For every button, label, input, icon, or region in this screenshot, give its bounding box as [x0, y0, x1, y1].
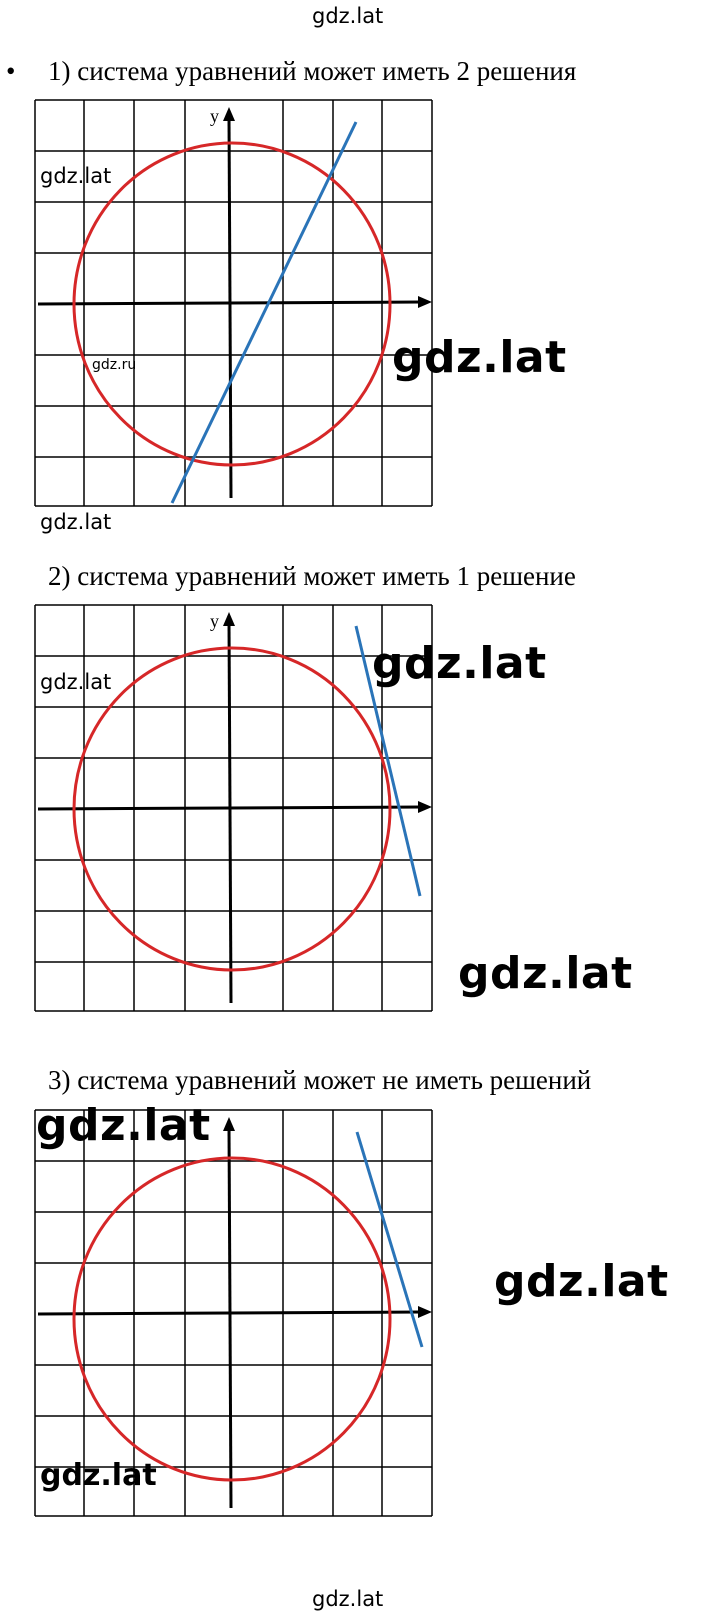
watermark-top: gdz.lat: [312, 4, 384, 28]
watermark-large: gdz.lat: [494, 1256, 669, 1307]
bullet: •: [6, 56, 16, 86]
y-axis-label: y: [210, 106, 219, 126]
watermark: gdz.lat: [40, 510, 112, 534]
item-3-text: 3) система уравнений может не иметь решений: [48, 1065, 592, 1095]
watermark-bottom: gdz.lat: [312, 1587, 384, 1611]
y-axis-label: y: [210, 611, 219, 631]
watermark-alt: gdz.ru: [92, 357, 137, 373]
watermark-large: gdz.lat: [372, 638, 547, 689]
axes: [38, 1117, 432, 1508]
watermark-large: gdz.lat: [392, 332, 567, 383]
watermark: gdz.lat: [40, 164, 112, 188]
watermark: gdz.lat: [40, 1458, 157, 1493]
item-1-text: 1) система уравнений может иметь 2 решения: [48, 56, 577, 86]
graph-1: [30, 95, 450, 515]
item-2-text: 2) система уравнений может иметь 1 решение: [48, 561, 576, 591]
watermark: gdz.lat: [40, 670, 112, 694]
line: [172, 122, 356, 503]
watermark-large: gdz.lat: [458, 948, 633, 999]
watermark-large: gdz.lat: [36, 1100, 211, 1151]
